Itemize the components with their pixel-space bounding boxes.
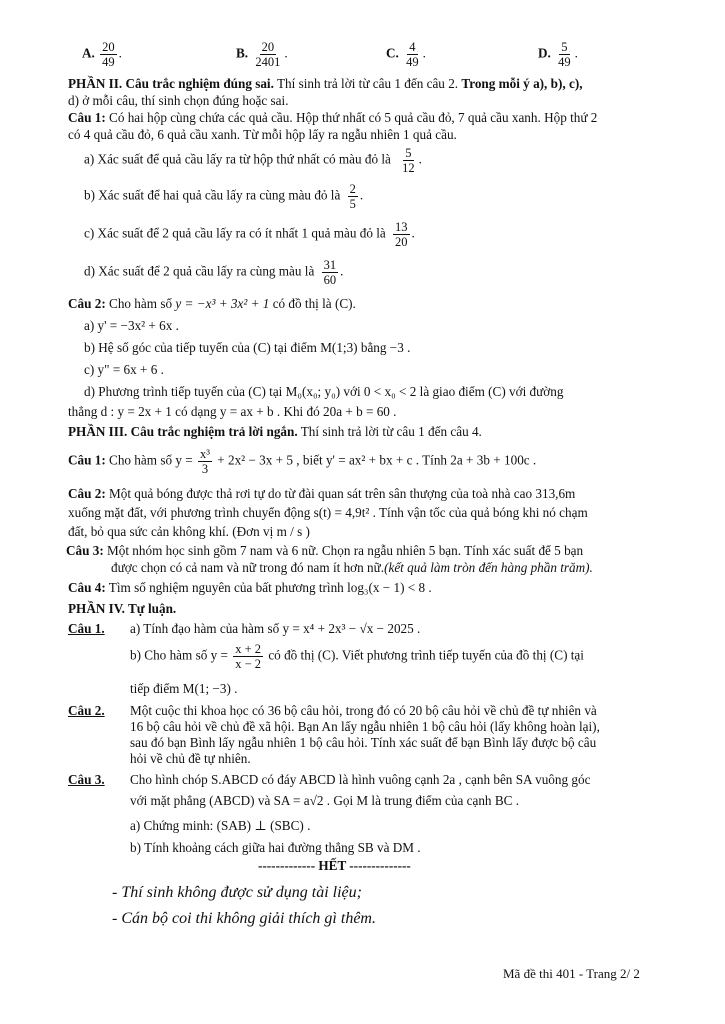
part2-q2c: c) y" = 6x + 6 .	[84, 362, 164, 377]
part2-q1c: c) Xác suất để 2 quả cầu lấy ra có ít nhất 1 quả màu đỏ là $\frac{13}{20}$ .	[84, 220, 415, 249]
part4-c1b: b) Cho hàm số y = $\frac{x + 2}{x - 2}$ có đồ thị (C). Viết phương trình tiếp tuyến của đồ thị (C) tại	[130, 642, 584, 671]
part4-c3a: a) Chứng minh: (SAB) ⊥ (SBC) .	[130, 818, 311, 833]
part2-q1b: b) Xác suất để hai quả cầu lấy ra cùng màu đỏ là $\frac{2}{5}$ .	[84, 182, 364, 211]
part4-c1b-line2: tiếp điểm M(1; −3) .	[130, 681, 238, 696]
part4-c3b: b) Tính khoảng cách giữa hai đường thẳng SB và DM .	[130, 840, 421, 855]
option-d: D. $\frac{5}{49}$ .	[538, 40, 578, 69]
option-b: B. $\frac{20}{2401}$ .	[236, 40, 288, 69]
part2-q1-line2: có 4 quả cầu đỏ, 6 quả cầu xanh. Từ mỗi hộp lấy ra ngẫu nhiên 1 quả cầu.	[68, 127, 457, 142]
part4-c1-label: Câu 1.	[68, 621, 105, 636]
note-2: - Cán bộ coi thi không giải thích gì thêm.	[112, 910, 376, 927]
part3-q2-line3: đất, bỏ qua sức cản không khí. (Đơn vị m / s )	[68, 524, 310, 539]
part2-q2a: a) y' = −3x² + 6x .	[84, 318, 179, 333]
part4-c3-label: Câu 3.	[68, 772, 105, 787]
part3-q2-line2: xuống mặt đất, với phương trình chuyển động s(t) = 4,9t² . Tính vận tốc của quả bóng khi nó chạm	[68, 505, 588, 520]
part4-c2: Một cuộc thi khoa học có 36 bộ câu hỏi, trong đó có 20 bộ câu hỏi về chủ đề tự nhiên và 16 bộ câu hỏi về chủ đề xã hội. Bạn An lấy ngẫu nhiên 1 bộ câu hỏi (lấy không hoàn lại), sau đó bạn Bình lấy ngẫu nhiên 1 bộ câu hỏi. Tính xác suất để bạn Bình lấy được bộ câu hỏi về chủ đề tự nhiên.	[130, 703, 600, 766]
part3-q1: Câu 1: Cho hàm số y = $\frac{\text{x³}}{3}$ + 2x² − 3x + 5 , biết y' = ax² + bx + c . Tính 2a + 3b + 100c .	[68, 447, 537, 476]
end-mark: ------------- HẾT --------------	[258, 858, 411, 873]
note-1: - Thí sinh không được sử dụng tài liệu;	[112, 884, 362, 901]
part3-q2: Câu 2: Một quả bóng được thả rơi tự do từ đài quan sát trên sân thượng của toà nhà cao 313,6m	[68, 486, 576, 501]
part4-heading: PHẦN IV. Tự luận.	[68, 601, 177, 616]
part3-q3: Câu 3: Một nhóm học sinh gồm 7 nam và 6 nữ. Chọn ra ngẫu nhiên 5 bạn. Tính xác suất để 5 bạn	[66, 543, 584, 558]
part4-c2-label: Câu 2.	[68, 703, 105, 718]
part2-q2: Câu 2: Cho hàm số y = −x³ + 3x² + 1 có đồ thị là (C).	[68, 296, 356, 311]
part2-q1d: d) Xác suất để 2 quả cầu lấy ra cùng màu là $\frac{31}{60}$ .	[84, 258, 344, 287]
part3-q4: Câu 4: Tìm số nghiệm nguyên của bất phương trình log₃(x − 1) < 8 .	[68, 580, 432, 595]
part2-q1a: a) Xác suất để quả cầu lấy ra từ hộp thứ nhất có màu đỏ là $\frac{5}{12}$ .	[84, 146, 422, 175]
part2-q2d: d) Phương trình tiếp tuyến của (C) tại M₀(x₀; y₀) với 0 < x₀ < 2 là giao điểm (C) với đường	[84, 384, 564, 399]
part4-c3-line1: Cho hình chóp S.ABCD có đáy ABCD là hình vuông cạnh 2a , cạnh bên SA vuông góc	[130, 772, 591, 787]
part4-c1a: a) Tính đạo hàm của hàm số y = x⁴ + 2x³ − √x − 2025 .	[130, 621, 421, 636]
option-a: A. $\frac{20}{49}$ .	[82, 40, 122, 69]
option-c: C. $\frac{4}{49}$ .	[386, 40, 426, 69]
part3-q3-line2: được chọn có cả nam và nữ trong đó nam ít hơn nữ.(kết quả làm tròn đến hàng phần trăm).	[111, 560, 593, 575]
part3-intro: PHẦN III. Câu trắc nghiệm trả lời ngắn. Thí sinh trả lời từ câu 1 đến câu 4.	[68, 424, 482, 439]
part2-intro-2: d) ở mỗi câu, thí sinh chọn đúng hoặc sai.	[68, 93, 289, 108]
part2-q2b: b) Hệ số góc của tiếp tuyến của (C) tại điểm M(1;3) bằng −3 .	[84, 340, 411, 355]
part2-q2d-line2: thẳng d : y = 2x + 1 có dạng y = ax + b . Khi đó 20a + b = 60 .	[68, 404, 397, 419]
part4-c3-line2: với mặt phẳng (ABCD) và SA = a√2 . Gọi M là trung điểm của cạnh BC .	[130, 793, 520, 808]
part2-q1: Câu 1: Có hai hộp cùng chứa các quả cầu. Hộp thứ nhất có 5 quả cầu đỏ, 7 quả cầu xanh. Hộp thứ 2	[68, 110, 598, 125]
part2-intro: PHẦN II. Câu trắc nghiệm đúng sai. Thí sinh trả lời từ câu 1 đến câu 2. Trong mỗi ý a), b), c),	[68, 76, 583, 91]
page-footer: Mã đề thi 401 - Trang 2/ 2	[503, 966, 640, 981]
